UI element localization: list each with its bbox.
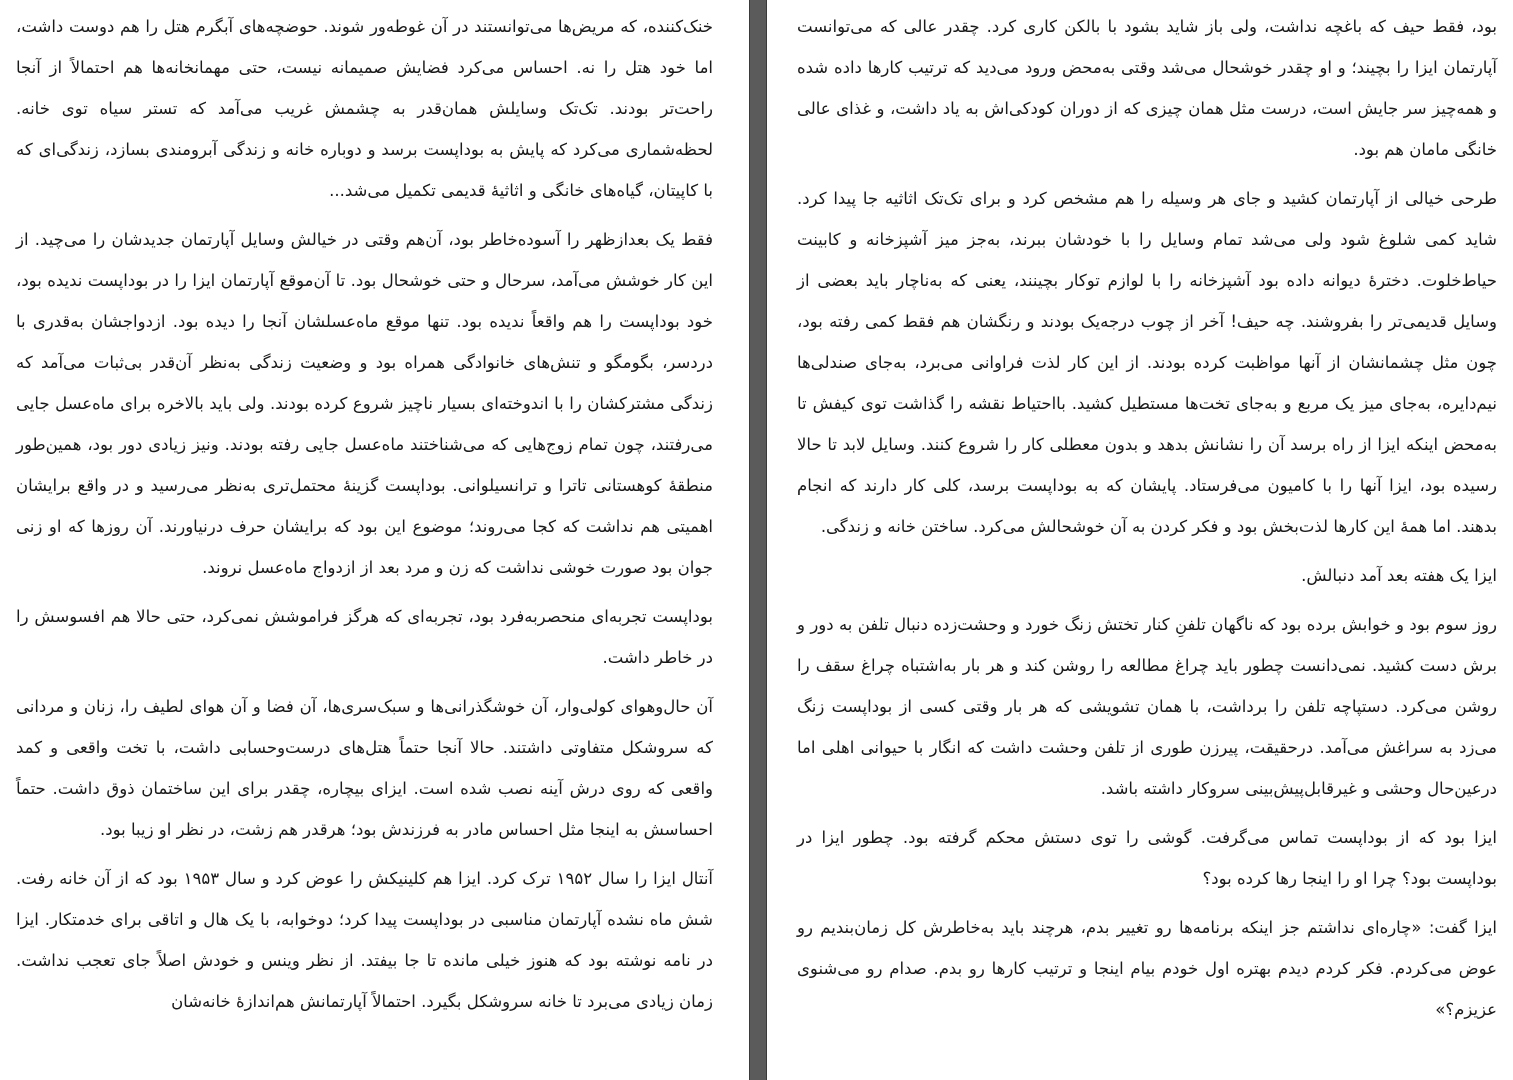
paragraph: ایزا گفت: «چاره‌ای نداشتم جز اینکه برنامه‌ها رو تغییر بدم، هرچند باید به‌خاطرش کل زمان‌بندیم رو عوض می‌کردم. فکر کردم دیدم بهتره اول خودم بیام اینجا و ترتیب کارها رو بدم. صدام رو می‌شنوی عزیزم؟» (797, 918, 1497, 1019)
right-page (767, 0, 1513, 1080)
paragraph: روز سوم بود و خوابش برده بود که ناگهان تلفنِ کنار تختش زنگ خورد و وحشت‌زده دنبال تلفن به دور و برش دست کشید. نمی‌دانست چطور باید چراغ مطالعه را روشن کند و هر بار به‌اشتباه چراغ سقف را روشن می‌کرد. دستپاچه تلفن را برداشت، با همان تشویشی که هر بار وقتی کسی از بوداپست زنگ می‌زد به سراغش می‌آمد. درحقیقت، پیرزن طوری از تلفن وحشت داشت که انگار با حیوانی اهلی اما درعین‌حال وحشی و غیرقابل‌پیش‌بینی سروکار داشته باشد. (797, 615, 1497, 798)
left-page (0, 0, 749, 1080)
paragraph: خنک‌کننده، که مریض‌ها می‌توانستند در آن غوطه‌ور شوند. حوضچه‌های آبگرم هتل را هم دوست داشت، اما خود هتل را نه. احساس می‌کرد فضایش صمیمانه نیست، حتی مهمانخانه‌ها هم احتمالاً از آنجا راحت‌تر بودند. تک‌تک وسایلش همان‌قدر به چشمش غریب می‌آمد که تستر سیاه توی خانه. لحظه‌شماری می‌کرد که پایش به بوداپست برسد و دوباره خانه و زندگی آبرومندی بسازد، زندگی‌ای که با کاپیتان، گیاه‌های خانگی و اثاثیهٔ قدیمی تکمیل می‌شد... (16, 17, 713, 200)
paragraph: آن حال‌وهوای کولی‌وار، آن خوشگذرانی‌ها و سبک‌سری‌ها، آن فضا و آن هوای لطیف را، زنان و مردانی که سروشکل متفاوتی داشتند. حالا آنجا حتماً هتل‌های درست‌وحسابی داشت، با تخت واقعی و کمد واقعی که روی درش آینه نصب شده است. ایزای بیچاره، چقدر برای این ساختمان ذوق داشت. حتماً احساسش به اینجا مثل احساس مادر به فرزندش بود؛ هرقدر هم زشت، در نظر او زیبا بود. (16, 697, 713, 839)
paragraph: آنتال ایزا را سال ۱۹۵۲ ترک کرد. ایزا هم کلینیکش را عوض کرد و سال ۱۹۵۳ بود که از آن خانه رفت. شش ماه نشده آپارتمان مناسبی در بوداپست پیدا کرد؛ دوخوابه، با یک هال و اتاقی برای خدمتکار. ایزا در نامه نوشته بود که هنوز خیلی مانده تا جا بیفتد. از نظر وینس و خودش اصلاً جای تعجب نداشت. زمان زیادی می‌برد تا خانه سروشکل بگیرد. احتمالاً آپارتمانش هم‌اندازهٔ خانه‌شان (16, 869, 713, 1011)
paragraph: بود، فقط حیف که باغچه نداشت، ولی باز شاید بشود با بالکن کاری کرد. چقدر عالی که می‌توانست آپارتمان ایزا را بچیند؛ و او چقدر خوشحال می‌شد وقتی به‌محض ورود می‌دید که ترتیب کارها داده شده و همه‌چیز سر جایش است، درست مثل همان چیزی که از دوران کودکی‌اش به یاد داشت، و غذای عالی خانگی مامان هم بود. (797, 17, 1497, 159)
paragraph: ایزا یک هفته بعد آمد دنبالش. (1301, 566, 1497, 585)
paragraph: بوداپست تجربه‌ای منحصربه‌فرد بود، تجربه‌ای که هرگز فراموشش نمی‌کرد، حتی حالا هم افسوسش را در خاطر داشت. (16, 607, 713, 667)
paragraph: ایزا بود که از بوداپست تماس می‌گرفت. گوشی را توی دستش محکم گرفته بود. چطور ایزا در بوداپست بود؟ چرا او را اینجا رها کرده بود؟ (797, 828, 1497, 888)
paragraph: طرحی خیالی از آپارتمان کشید و جای هر وسیله را هم مشخص کرد و برای تک‌تک اثاثیه جا پیدا کرد. شاید کمی شلوغ شود ولی می‌شد تمام وسایل را با خودشان ببرند، به‌جز میز آشپزخانه و کابینت حیاط‌خلوت. دخترهٔ دیوانه داده بود آشپزخانه را با لوازم توکار بچینند، یعنی که به‌ناچار باید بعضی از وسایل قدیمی‌تر را بفروشند. چه حیف! آخر از چوب درجه‌یک بودند و رنگشان هم فقط کمی رفته بود، چون مثل چشمانشان از آنها مواظبت کرده بودند. از این کار لذت فراوانی می‌برد، به‌جای صندلی‌ها نیم‌دایره، به‌جای میز یک مربع و به‌جای تخت‌ها مستطیل کشید. بااحتیاط نقشه را گذاشت توی کیفش تا به‌محض اینکه ایزا از راه برسد آن را نشانش بدهد و بدون معطلی کار را شروع کنند. وسایل لابد تا حالا رسیده بود، ایزا آنها را با کامیون می‌فرستاد. پایشان که به بوداپست برسد، کلی کار دارند که انجام بدهند. اما همهٔ این کارها لذت‌بخش بود و فکر کردن به آن خوشحالش می‌کرد. ساختن خانه و زندگی. (797, 189, 1497, 536)
paragraph: فقط یک بعدازظهر را آسوده‌خاطر بود، آن‌هم وقتی در خیالش وسایل آپارتمان جدیدشان را می‌چید. از این کار خوشش می‌آمد، سرحال و حتی خوشحال بود. تا آن‌موقع آپارتمان ایزا را در بوداپست ندیده بود، خود بوداپست را هم واقعاً ندیده بود. تنها موقع ماه‌عسلشان آنجا را دیده بود. ازدواجشان به‌قدری با دردسر، بگومگو و تنش‌های خانوادگی همراه بود و وضعیت زندگی به‌نظر آن‌قدر بی‌ثبات می‌آمد که زندگی مشترکشان را با اندوخته‌ای بسیار ناچیز شروع کرده بودند. ولی باید بالاخره برای ماه‌عسل جایی می‌رفتند، چون تمام زوج‌هایی که می‌شناختند ماه‌عسل جایی رفته بودند. ونیز زیادی دور بود، همین‌طور منطقهٔ کوهستانی تاترا و ترانسیلوانی. بوداپست گزینهٔ محتمل‌تری به‌نظر می‌رسید و در واقع برایشان اهمیتی هم نداشت که کجا می‌روند؛ موضوع این بود که برایشان حرف درنیاورند. آن روزها که او زنی جوان بود صورت خوشی نداشت که زن و مرد بعد از ازدواج ماه‌عسل نروند. (16, 230, 713, 577)
page-gutter (749, 0, 767, 1080)
